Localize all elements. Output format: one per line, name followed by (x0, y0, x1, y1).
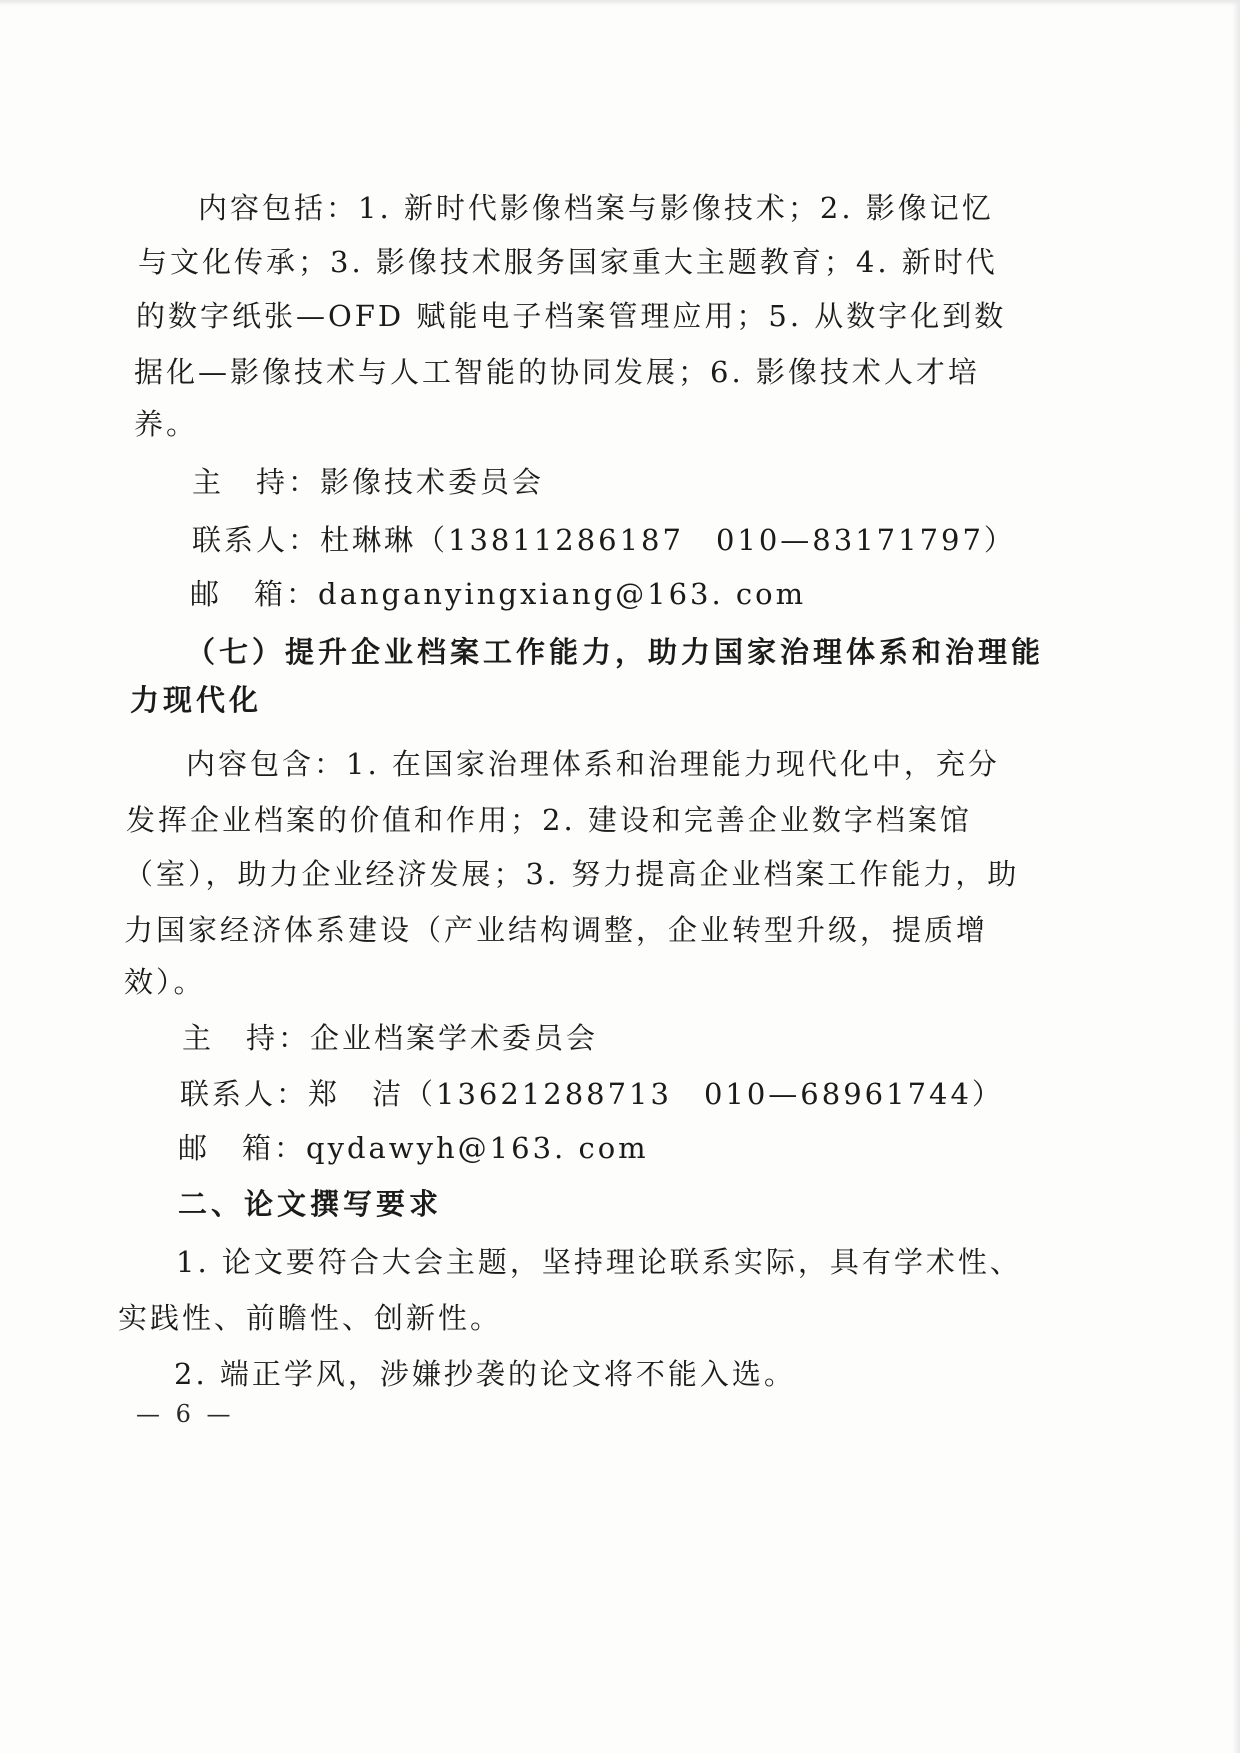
section-heading: 力现代化 (130, 683, 263, 717)
paragraph-line: 养。 (134, 407, 199, 441)
requirement-line: 1. 论文要符合大会主题，坚持理论联系实际，具有学术性、 (176, 1245, 1022, 1279)
paragraph-line: 内容包括：1. 新时代影像档案与影像技术；2. 影像记忆 (198, 191, 994, 225)
paragraph-line: （室），助力企业经济发展；3. 努力提高企业档案工作能力，助 (124, 857, 1020, 891)
section-heading: 二、论文撰写要求 (178, 1187, 443, 1221)
requirement-line: 2. 端正学风，涉嫌抄袭的论文将不能入选。 (174, 1357, 796, 1391)
paragraph-line: 内容包含：1. 在国家治理体系和治理能力现代化中，充分 (186, 747, 1000, 781)
contact-line: 联系人：郑 洁（13621288713 010—68961744） (180, 1077, 1004, 1111)
scan-shadow-right (1232, 0, 1240, 1753)
section-heading: （七）提升企业档案工作能力，助力国家治理体系和治理能 (186, 635, 1045, 669)
scan-shadow-top (0, 0, 1240, 6)
paragraph-line: 据化—影像技术与人工智能的协同发展；6. 影像技术人才培 (134, 355, 980, 389)
host-line: 主 持：企业档案学术委员会 (182, 1021, 599, 1055)
paragraph-line: 的数字纸张—OFD 赋能电子档案管理应用；5. 从数字化到数 (136, 299, 1007, 333)
paragraph-line: 效）。 (124, 965, 206, 999)
page-number: — 6 — (136, 1400, 235, 1428)
paragraph-line: 发挥企业档案的价值和作用；2. 建设和完善企业数字档案馆 (126, 803, 972, 837)
contact-line: 联系人：杜琳琳（13811286187 010—83171797） (192, 523, 1016, 557)
requirement-line: 实践性、前瞻性、创新性。 (118, 1301, 503, 1335)
paragraph-line: 力国家经济体系建设（产业结构调整，企业转型升级，提质增 (124, 913, 989, 947)
paragraph-line: 与文化传承；3. 影像技术服务国家重大主题教育；4. 新时代 (138, 245, 998, 279)
email-line: 邮 箱：qydawyh@163. com (178, 1131, 649, 1165)
host-line: 主 持：影像技术委员会 (192, 465, 545, 499)
email-line: 邮 箱：danganyingxiang@163. com (190, 577, 807, 611)
